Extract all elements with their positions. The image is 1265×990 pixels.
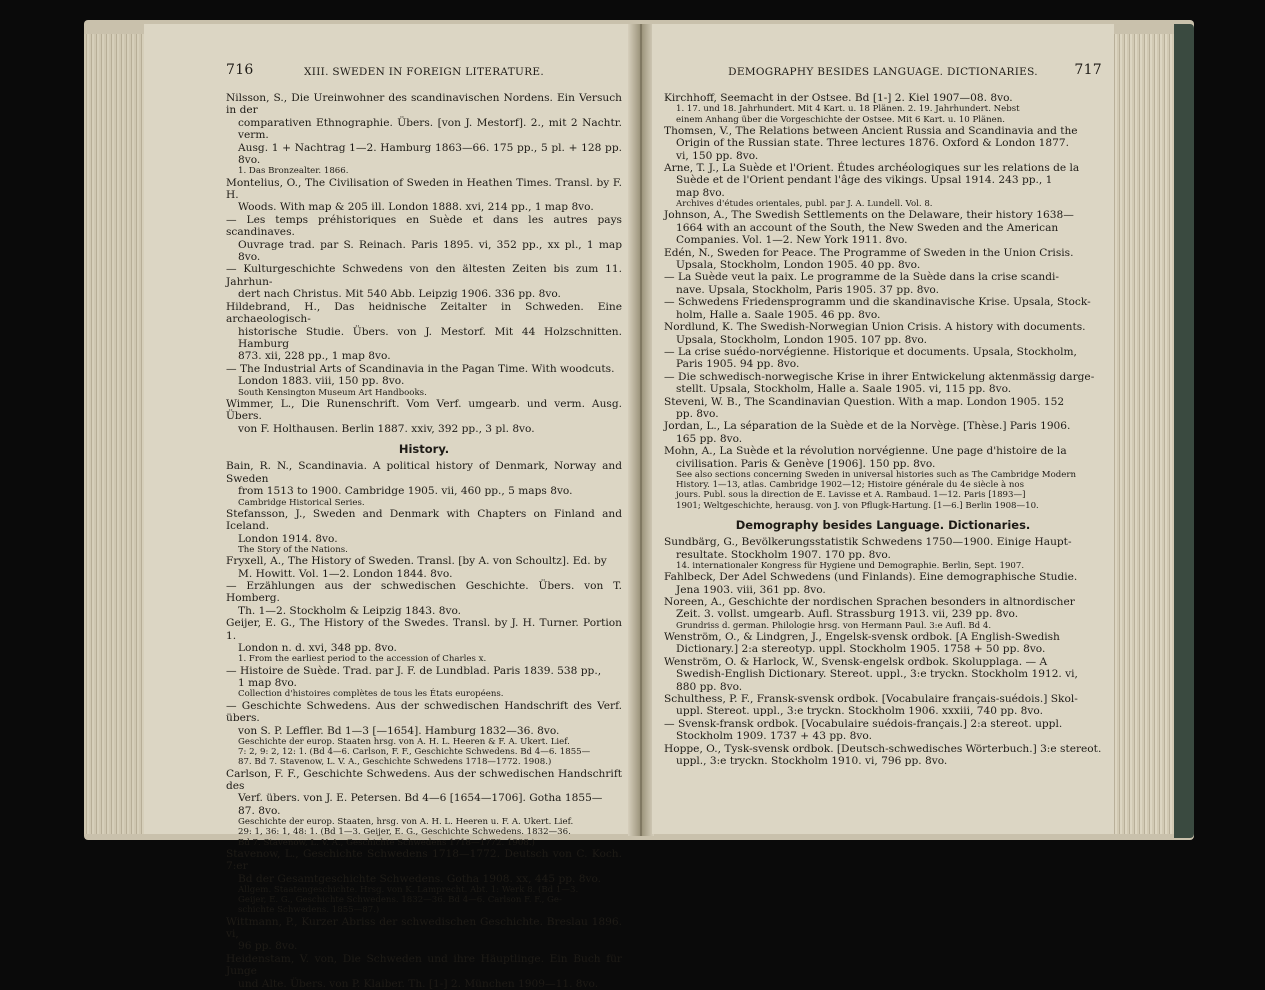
bibliography-entry-continuation: map 8vo. bbox=[676, 186, 725, 199]
running-title-left: XIII. SWEDEN IN FOREIGN LITERATURE. bbox=[303, 66, 544, 78]
running-title-right: DEMOGRAPHY BESIDES LANGUAGE. DICTIONARIES. bbox=[728, 66, 1038, 78]
bibliography-entry-continuation: Th. 1—2. Stockholm & Leipzig 1843. 8vo. bbox=[238, 604, 462, 617]
bibliography-entry: Carlson, F. F., Geschichte Schwedens. Aus der schwedischen Handschrift des bbox=[226, 767, 622, 792]
bibliography-entry-continuation: 87. 8vo. bbox=[238, 804, 281, 817]
bibliography-entry-continuation: Upsala, Stockholm, London 1905. 107 pp. 8vo. bbox=[676, 333, 927, 346]
running-head-left bbox=[226, 62, 622, 86]
bibliography-entry: — Erzählungen aus der schwedischen Geschichte. Übers. von T. Homberg. bbox=[226, 580, 622, 605]
bibliography-entry-continuation: 1 map 8vo. bbox=[238, 677, 297, 690]
left-page-text bbox=[226, 92, 622, 990]
bibliography-note: Cambridge Historical Series. bbox=[238, 497, 365, 508]
page-edges-right bbox=[1112, 34, 1174, 834]
section-heading: History. bbox=[398, 441, 450, 456]
bibliography-entry-continuation: holm, Halle a. Saale 1905. 46 pp. 8vo. bbox=[676, 308, 881, 321]
bibliography-entry-continuation: Verf. übers. von J. E. Petersen. Bd 4—6 [1654—1706]. Gotha 1855— bbox=[238, 792, 603, 805]
bibliography-entry: Fahlbeck, Der Adel Schwedens (und Finlands). Eine demographische Studie. bbox=[664, 571, 1078, 584]
bibliography-note: Archives d'études orientales, publ. par J. A. Lundell. Vol. 8. bbox=[676, 199, 933, 210]
bibliography-entry-continuation: civilisation. Paris & Genève [1906]. 150 pp. 8vo. bbox=[676, 457, 936, 470]
bibliography-entry-continuation: uppl., 3:e tryckn. Stockholm 1910. vi, 796 pp. 8vo. bbox=[676, 755, 948, 768]
bibliography-entry-continuation: 880 pp. 8vo. bbox=[676, 680, 743, 693]
bibliography-entry: Nilsson, S., Die Ureinwohner des scandinavischen Nordens. Ein Versuch in der bbox=[226, 92, 622, 117]
bibliography-note: Bd 7. Stavenow, L. V. A., Geschichte Schwedens 1718—1772. 1908.) bbox=[238, 837, 535, 848]
bibliography-entry: Arne, T. J., La Suède et l'Orient. Études archéologiques sur les relations de la bbox=[664, 162, 1080, 175]
bibliography-entry: Bain, R. N., Scandinavia. A political history of Denmark, Norway and Sweden bbox=[226, 460, 622, 485]
bibliography-entry: Thomsen, V., The Relations between Ancient Russia and Scandinavia and the bbox=[664, 124, 1078, 137]
bibliography-entry: Geijer, E. G., The History of the Swedes. Transl. by J. H. Turner. Portion 1. bbox=[226, 617, 622, 642]
bibliography-entry: Mohn, A., La Suède et la révolution norvégienne. Une page d'histoire de la bbox=[664, 445, 1067, 458]
bibliography-entry: Hoppe, O., Tysk-svensk ordbok. [Deutsch-schwedisches Wörterbuch.] 3:e stereot. bbox=[664, 742, 1102, 755]
bibliography-entry: — Die schwedisch-norwegische Krise in ihrer Entwickelung aktenmässig darge- bbox=[664, 370, 1095, 383]
bibliography-entry-continuation: Stockholm 1909. 1737 + 43 pp. 8vo. bbox=[676, 730, 872, 743]
bibliography-entry-continuation: London n. d. xvi, 348 pp. 8vo. bbox=[238, 642, 397, 655]
section-heading: Demography besides Language. Dictionaries. bbox=[735, 517, 1031, 532]
bibliography-entry-continuation: Ouvrage trad. par S. Reinach. Paris 1895. vi, 352 pp., xx pl., 1 map 8vo. bbox=[238, 238, 622, 264]
bibliography-entry: — La Suède veut la paix. Le programme de la Suède dans la crise scandi- bbox=[664, 271, 1059, 284]
bibliography-entry-continuation: comparativen Ethnographie. Übers. [von J. Mestorf]. 2., mit 2 Nachtr. verm. bbox=[238, 116, 622, 142]
bibliography-note: Allgem. Staatengeschichte. Hrsg. von K. Lamprecht. Abt. 1: Werk 8. (Bd 1—3. bbox=[238, 884, 579, 895]
bibliography-entry-continuation: Companies. Vol. 1—2. New York 1911. 8vo. bbox=[676, 234, 908, 247]
bibliography-note: History. 1—13, atlas. Cambridge 1902—12; Histoire générale du 4e siècle à nos bbox=[676, 480, 1025, 491]
bibliography-note: 1. From the earliest period to the accession of Charles x. bbox=[238, 654, 487, 665]
bibliography-note: jours. Publ. sous la direction de E. Lavisse et A. Rambaud. 1—12. Paris [1893—] bbox=[676, 490, 1026, 501]
bibliography-entry-continuation: M. Howitt. Vol. 1—2. London 1844. 8vo. bbox=[238, 567, 453, 580]
bibliography-entry: Wittmann, P., Kurzer Abriss der schwedischen Geschichte. Breslau 1896. vi, bbox=[226, 915, 622, 940]
bibliography-entry-continuation: Zeit. 3. vollst. umgearb. Aufl. Strassburg 1913. vii, 239 pp. 8vo. bbox=[676, 608, 1019, 621]
bibliography-entry-continuation: pp. 8vo. bbox=[676, 407, 719, 420]
bibliography-entry: Sundbärg, G., Bevölkerungsstatistik Schwedens 1750—1900. Einige Haupt- bbox=[664, 536, 1072, 549]
bibliography-entry-continuation: resultate. Stockholm 1907. 170 pp. 8vo. bbox=[676, 548, 891, 561]
right-page-text bbox=[664, 92, 1102, 768]
bibliography-note: Geschichte der europ. Staaten, hrsg. von A. H. L. Heeren u. F. A. Ukert. Lief. bbox=[238, 817, 574, 828]
bibliography-entry: Hildebrand, H., Das heidnische Zeitalter in Schweden. Eine archaeologisch- bbox=[226, 300, 622, 326]
bibliography-entry-continuation: vi, 150 pp. 8vo. bbox=[676, 149, 759, 162]
bibliography-entry: — Geschichte Schwedens. Aus der schwedischen Handschrift des Verf. übers. bbox=[226, 699, 622, 725]
bibliography-entry-continuation: 96 pp. 8vo. bbox=[238, 940, 298, 953]
bibliography-entry-continuation: Upsala, Stockholm, London 1905. 40 pp. 8vo. bbox=[676, 259, 921, 272]
bibliography-note: Geschichte der europ. Staaten hrsg. von A. H. L. Heeren & F. A. Ukert. Lief. bbox=[238, 736, 570, 747]
bibliography-entry: — La crise suédo-norvégienne. Historique et documents. Upsala, Stockholm, bbox=[664, 345, 1077, 358]
bibliography-entry-continuation: London 1914. 8vo. bbox=[238, 532, 338, 545]
bibliography-entry-continuation: Woods. With map & 205 ill. London 1888. xvi, 214 pp., 1 map 8vo. bbox=[238, 201, 594, 214]
bibliography-entry-continuation: 1664 with an account of the South, the New Sweden and the American bbox=[676, 221, 1059, 234]
bibliography-entry-continuation: Origin of the Russian state. Three lectures 1876. Oxford & London 1877. bbox=[676, 137, 1069, 150]
bibliography-entry: — Svensk-fransk ordbok. [Vocabulaire suédois-français.] 2:a stereot. uppl. bbox=[664, 717, 1063, 730]
bibliography-entry-continuation: London 1883. viii, 150 pp. 8vo. bbox=[238, 375, 405, 388]
left-page bbox=[144, 24, 630, 990]
bibliography-entry-continuation: from 1513 to 1900. Cambridge 1905. vii, 460 pp., 5 maps 8vo. bbox=[238, 485, 573, 498]
bibliography-entry: — Les temps préhistoriques en Suède et dans les autres pays scandinaves. bbox=[226, 213, 622, 239]
bibliography-note: South Kensington Museum Art Handbooks. bbox=[238, 387, 427, 398]
bibliography-note: 1. Das Bronzealter. 1866. bbox=[238, 166, 349, 177]
bibliography-entry-continuation: und Alte. Übers. von P. Klaiber. Th. [1-] 2. München 1909—11. 8vo. bbox=[238, 977, 599, 990]
bibliography-entry-continuation: historische Studie. Übers. von J. Mestorf. Mit 44 Holzschnitten. Hamburg bbox=[238, 325, 622, 350]
bibliography-note: See also sections concerning Sweden in universal histories such as The Cambridge Modern bbox=[676, 469, 1077, 480]
bibliography-entry: Heidenstam, V. von, Die Schweden und ihre Häuptlinge. Ein Buch für Junge bbox=[226, 952, 622, 978]
bibliography-note: Geijer, E. G., Geschichte Schwedens. 1832—36. Bd 4—6. Carlson F. F., Ge- bbox=[238, 895, 562, 906]
bibliography-note: 29: 1, 36: 1, 48: 1. (Bd 1—3. Geijer, E. G., Geschichte Schwedens. 1832—36. bbox=[238, 827, 571, 838]
book-gutter bbox=[628, 24, 654, 836]
bibliography-note: 7: 2, 9: 2, 12: 1. (Bd 4—6. Carlson, F. F., Geschichte Schwedens. Bd 4—6. 1855— bbox=[238, 747, 591, 758]
bibliography-note: Grundriss d. german. Philologie hrsg. von Hermann Paul. 3:e Aufl. Bd 4. bbox=[676, 620, 992, 631]
page-number-right: 717 bbox=[1074, 62, 1102, 78]
bibliography-entry: — The Industrial Arts of Scandinavia in the Pagan Time. With woodcuts. bbox=[226, 362, 615, 375]
bibliography-entry: Jordan, L., La séparation de la Suède et de la Norvège. [Thèse.] Paris 1906. bbox=[664, 420, 1071, 433]
bibliography-entry: — Schwedens Friedensprogramm und die skandinavische Krise. Upsala, Stock- bbox=[664, 296, 1091, 309]
bibliography-entry: Steveni, W. B., The Scandinavian Question. With a map. London 1905. 152 bbox=[664, 395, 1065, 408]
bibliography-entry: Noreen, A., Geschichte der nordischen Sprachen besonders in altnordischer bbox=[664, 596, 1075, 609]
bibliography-entry-continuation: Ausg. 1 + Nachtrag 1—2. Hamburg 1863—66. 175 pp., 5 pl. + 128 pp. 8vo. bbox=[238, 141, 622, 167]
bibliography-entry: — Histoire de Suède. Trad. par J. F. de Lundblad. Paris 1839. 538 pp., bbox=[226, 664, 602, 677]
bibliography-note: schichte Schwedens. 1855—87.) bbox=[238, 905, 380, 916]
bibliography-note: einem Anhang über die Vorgeschichte der Ostsee. Mit 6 Kart. u. 10 Plänen. bbox=[676, 114, 1006, 125]
bibliography-entry-continuation: 873. xii, 228 pp., 1 map 8vo. bbox=[238, 350, 391, 363]
running-head-right bbox=[664, 62, 1102, 86]
bibliography-entry-continuation: 165 pp. 8vo. bbox=[676, 432, 743, 445]
page-number-left: 716 bbox=[226, 62, 254, 78]
bibliography-entry-continuation: Jena 1903. viii, 361 pp. 8vo. bbox=[676, 583, 826, 596]
bibliography-entry: Wimmer, L., Die Runenschrift. Vom Verf. umgearb. und verm. Ausg. Übers. bbox=[226, 397, 622, 423]
bibliography-entry-continuation: Swedish-English Dictionary. Stereot. uppl., 3:e tryckn. Stockholm 1912. vi, bbox=[676, 668, 1078, 681]
bibliography-entry-continuation: von S. P. Leffler. Bd 1—3 [—1654]. Hamburg 1832—36. 8vo. bbox=[238, 724, 560, 737]
bibliography-entry: Schulthess, P. F., Fransk-svensk ordbok. [Vocabulaire français-suédois.] Skol- bbox=[664, 693, 1078, 706]
bibliography-entry-continuation: nave. Upsala, Stockholm, Paris 1905. 37 pp. 8vo. bbox=[676, 283, 939, 296]
bibliography-entry: Johnson, A., The Swedish Settlements on the Delaware, their history 1638— bbox=[664, 209, 1074, 222]
bibliography-entry-continuation: dert nach Christus. Mit 540 Abb. Leipzig 1906. 336 pp. 8vo. bbox=[238, 288, 561, 301]
bibliography-entry: Wenström, O. & Harlock, W., Svensk-engelsk ordbok. Skolupplaga. — A bbox=[664, 655, 1048, 668]
bibliography-entry: Montelius, O., The Civilisation of Sweden in Heathen Times. Transl. by F. H. bbox=[226, 176, 622, 202]
bibliography-entry: Fryxell, A., The History of Sweden. Transl. [by A. von Schoultz]. Ed. by bbox=[226, 555, 607, 568]
bibliography-note: 1901; Weltgeschichte, herausg. von J. von Pflugk-Hartung. [1—6.] Berlin 1908—10. bbox=[676, 500, 1039, 511]
bibliography-entry-continuation: von F. Holthausen. Berlin 1887. xxiv, 392 pp., 3 pl. 8vo. bbox=[238, 422, 535, 435]
bibliography-note: 87. Bd 7. Stavenow, L. V. A., Geschichte Schwedens 1718—1772. 1908.) bbox=[238, 757, 552, 768]
bibliography-note: 1. 17. und 18. Jahrhundert. Mit 4 Kart. u. 18 Plänen. 2. 19. Jahrhundert. Nebst bbox=[676, 104, 1020, 115]
book-cover-edge bbox=[1174, 24, 1194, 838]
bibliography-entry: Nordlund, K. The Swedish-Norwegian Union Crisis. A history with documents. bbox=[664, 321, 1086, 334]
bibliography-entry: Stefansson, J., Sweden and Denmark with Chapters on Finland and Iceland. bbox=[226, 507, 622, 533]
bibliography-entry: Edén, N., Sweden for Peace. The Programme of Sweden in the Union Crisis. bbox=[664, 246, 1074, 259]
page-edges-left bbox=[84, 34, 144, 834]
bibliography-note: The Story of the Nations. bbox=[238, 545, 348, 556]
bibliography-entry-continuation: stellt. Upsala, Stockholm, Halle a. Saale 1905. vi, 115 pp. 8vo. bbox=[676, 383, 1012, 396]
bibliography-entry: — Kulturgeschichte Schwedens von den ältesten Zeiten bis zum 11. Jahrhun- bbox=[226, 263, 622, 288]
bibliography-note: Collection d'histoires complètes de tous les États européens. bbox=[238, 689, 504, 700]
bibliography-entry-continuation: uppl. Stereot. uppl., 3:e tryckn. Stockholm 1906. xxxiii, 740 pp. 8vo. bbox=[676, 705, 1043, 718]
bibliography-entry: Kirchhoff, Seemacht in der Ostsee. Bd [1-] 2. Kiel 1907—08. 8vo. bbox=[664, 92, 1013, 104]
bibliography-entry-continuation: Bd der Gesamtgeschichte Schwedens. Gotha 1908. xx, 445 pp. 8vo. bbox=[238, 872, 602, 885]
right-page bbox=[652, 24, 1114, 834]
bibliography-entry: Wenström, O., & Lindgren, J., Engelsk-svensk ordbok. [A English-Swedish bbox=[664, 631, 1060, 644]
bibliography-entry: Stavenow, L., Geschichte Schwedens 1718—1772. Deutsch von C. Koch. 7:er bbox=[226, 847, 622, 873]
bibliography-entry-continuation: Paris 1905. 94 pp. 8vo. bbox=[676, 358, 800, 371]
bibliography-entry-continuation: Dictionary.] 2:a stereotyp. uppl. Stockholm 1905. 1758 + 50 pp. 8vo. bbox=[676, 643, 1046, 656]
bibliography-note: 14. internationaler Kongress für Hygiene und Demographie. Berlin, Sept. 1907. bbox=[676, 561, 1025, 572]
bibliography-entry-continuation: Suède et de l'Orient pendant l'âge des vikings. Upsal 1914. 243 pp., 1 bbox=[676, 174, 1053, 187]
